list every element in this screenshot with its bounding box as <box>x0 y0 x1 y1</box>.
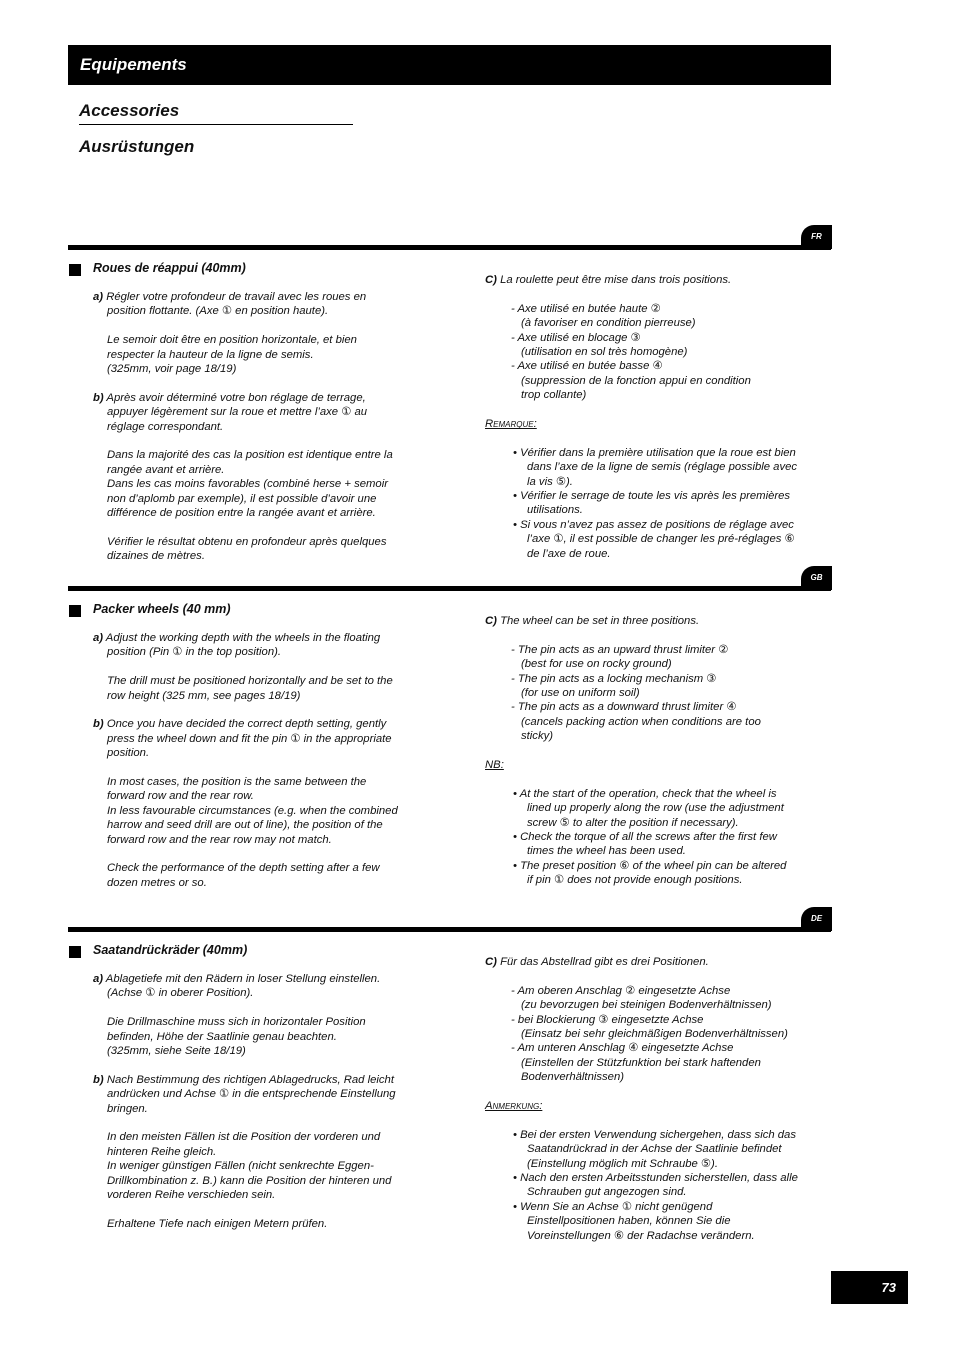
position-text: Axe utilisé en blocage ③ <box>517 331 641 344</box>
page-number: 73 <box>831 1271 908 1304</box>
spacer <box>93 1001 423 1015</box>
right-column <box>485 614 820 888</box>
paragraph-text: Après avoir déterminé votre bon réglage de terrage, <box>106 391 366 404</box>
paragraph-line: Dans la majorité des cas la position est identique entre la <box>107 449 393 462</box>
paragraph-line: réglage correspondant. <box>107 420 224 433</box>
bullet-text: Bei der ersten Verwendung sichergehen, dass sich das <box>520 1128 796 1141</box>
position-item: - Am unteren Anschlag ④ eingesetzte Achse <box>511 1042 734 1055</box>
bullet-text: The preset position ⑥ of the wheel pin can be altered <box>520 859 787 872</box>
language-tab: DE <box>801 907 832 931</box>
section-rule <box>68 245 831 250</box>
paragraph-line: non d’aplomb par exemple), il est possible d’avoir une <box>107 492 377 505</box>
spacer <box>485 1085 820 1099</box>
bullet-text: Nach den ersten Arbeitsstunden sicherstellen, dass alle <box>520 1172 798 1185</box>
paragraph-text: Régler votre profondeur de travail avec les roues en <box>106 291 367 303</box>
paragraph-line: befinden, Höhe der Saatlinie genau beachten. <box>107 1030 337 1043</box>
section-marker <box>69 605 81 617</box>
bullet-item: • The preset position ⑥ of the wheel pin can be altered <box>513 859 787 872</box>
spacer <box>93 660 423 674</box>
bullet-line: times the wheel has been used. <box>527 845 686 858</box>
paragraph-line: différence de position entre la rangée avant et arrière. <box>107 507 376 520</box>
position-text: The pin acts as a downward thrust limiter ④ <box>517 701 737 714</box>
paragraph-text: La roulette peut être mise dans trois positions. <box>500 274 732 286</box>
paragraph-first-line <box>93 717 423 731</box>
bullet-line: l’axe ①, il est possible de changer les pré-réglages ⑥ <box>527 533 795 546</box>
position-item: - The pin acts as a locking mechanism ③ <box>511 672 717 685</box>
subtitle-ausruestungen: Ausrüstungen <box>79 137 195 156</box>
position-item: - Axe utilisé en blocage ③ <box>511 331 641 344</box>
spacer <box>93 319 423 333</box>
paragraph-line: Vérifier le résultat obtenu en profondeur après quelques <box>107 535 387 548</box>
bullet-line: screw ⑤ to alter the position if necessary). <box>527 816 739 829</box>
section-heading: Packer wheels (40 mm) <box>93 602 231 616</box>
section-heading: Saatandrückräder (40mm) <box>93 943 248 957</box>
paragraph-line: vorderen Reihe verschieden sein. <box>107 1189 276 1202</box>
note-bullets <box>485 1128 820 1243</box>
paragraph-line: position. <box>107 747 150 760</box>
position-detail: (cancels packing action when conditions are too <box>521 715 761 728</box>
paragraph-b <box>93 717 423 890</box>
bullet-item: • Vérifier le serrage de toute les vis après les premières <box>513 490 791 503</box>
paragraph-text: Für das Abstellrad gibt es drei Positionen. <box>500 956 709 968</box>
paragraph-first-line <box>93 972 423 986</box>
bullet-text: Check the torque of all the screws after the first few <box>520 831 777 844</box>
position-text: bei Blockierung ③ eingesetzte Achse <box>517 1013 704 1026</box>
position-list <box>485 984 820 1085</box>
paragraph-text: Nach Bestimmung des richtigen Ablagedrucks, Rad leicht <box>106 1073 394 1086</box>
paragraph-line: The drill must be positioned horizontally and be set to the <box>107 675 393 688</box>
paragraph-line: Die Drillmaschine muss sich in horizontaler Position <box>107 1016 366 1029</box>
note-bullets <box>485 787 820 888</box>
spacer <box>485 431 820 445</box>
paragraph-line: (325mm, voir page 18/19) <box>107 363 237 376</box>
spacer <box>93 1116 423 1130</box>
paragraph-line: In den meisten Fällen ist die Position der vorderen und <box>107 1131 381 1144</box>
spacer <box>93 1058 423 1072</box>
subtitle-accessories: Accessories <box>79 101 180 120</box>
spacer <box>93 847 423 861</box>
paragraph-label: C) <box>485 615 497 627</box>
paragraph-line: Le semoir doit être en position horizontale, et bien <box>107 334 357 347</box>
bullet-text: Wenn Sie an Achse ① nicht genügend <box>520 1200 713 1213</box>
position-text: Axe utilisé en butée basse ④ <box>517 360 663 373</box>
paragraph-b <box>93 391 423 564</box>
paragraph-line: position (Pin ① in the top position). <box>107 646 282 659</box>
position-item: - bei Blockierung ③ eingesetzte Achse <box>511 1013 704 1026</box>
bullet-line: utilisations. <box>527 504 583 517</box>
paragraph-line: rangée avant et arrière. <box>107 463 225 476</box>
spacer <box>485 1113 820 1127</box>
paragraph-line: press the wheel down and fit the pin ① in the appropriate <box>107 732 392 745</box>
section-rule <box>68 927 831 932</box>
paragraph-line: respecter la hauteur de la ligne de semis. <box>107 348 314 361</box>
position-text: The pin acts as an upward thrust limiter ② <box>517 643 729 656</box>
bullet-line: Schrauben gut angezogen sind. <box>527 1186 687 1199</box>
spacer <box>485 403 820 417</box>
paragraph-line: forward row and the rear row. <box>107 790 254 803</box>
bullet-item: • Wenn Sie an Achse ① nicht genügend <box>513 1200 713 1213</box>
spacer <box>485 287 820 301</box>
position-detail: (Einsatz bei sehr gleichmäßigen Bodenverhältnissen) <box>521 1028 788 1041</box>
note-bullets <box>485 446 820 561</box>
spacer <box>93 703 423 717</box>
paragraph-label: a) <box>93 291 104 303</box>
position-item: - The pin acts as an upward thrust limiter ② <box>511 643 729 656</box>
paragraph-label: a) <box>93 973 104 985</box>
spacer <box>93 761 423 775</box>
position-detail: (zu bevorzugen bei steinigen Bodenverhältnissen) <box>521 999 772 1012</box>
paragraph-line: dizaines de mètres. <box>107 550 205 563</box>
spacer <box>485 969 820 983</box>
bullet-item: • Si vous n’avez pas assez de positions de réglage avec <box>513 518 794 531</box>
bullet-text: Vérifier dans la première utilisation que la roue est bien <box>520 446 796 459</box>
paragraph-text: Once you have decided the correct depth setting, gently <box>106 718 387 731</box>
spacer <box>485 744 820 758</box>
position-list <box>485 643 820 744</box>
bullet-item: • Bei der ersten Verwendung sichergehen, dass sich das <box>513 1128 796 1141</box>
subtitle-divider <box>79 124 353 125</box>
position-detail: sticky) <box>521 730 554 743</box>
paragraph-line: hinteren Reihe gleich. <box>107 1145 217 1158</box>
position-text: The pin acts as a locking mechanism ③ <box>517 672 717 685</box>
note-label: Remarque: <box>485 418 537 431</box>
paragraph-first-line <box>93 1073 423 1087</box>
position-detail: (suppression de la fonction appui en condition <box>521 374 751 387</box>
position-detail: (Einstellen der Stützfunktion bei stark haftenden <box>521 1056 761 1069</box>
position-text: Axe utilisé en butée haute ② <box>517 302 661 315</box>
paragraph-line: harrow and seed drill are out of line), the position of the <box>107 819 383 832</box>
spacer <box>485 772 820 786</box>
paragraph-first-line <box>93 631 423 645</box>
position-text: Am unteren Anschlag ④ eingesetzte Achse <box>517 1042 734 1055</box>
section-heading: Roues de réappui (40mm) <box>93 261 246 275</box>
bullet-line: de l’axe de roue. <box>527 547 611 560</box>
paragraph-line: position flottante. (Axe ① en position haute). <box>107 305 329 318</box>
language-tab: GB <box>801 566 832 590</box>
paragraph-c <box>485 273 820 287</box>
section-marker <box>69 946 81 958</box>
right-column <box>485 273 820 561</box>
paragraph-b <box>93 1073 423 1231</box>
position-detail: (à favoriser en condition pierreuse) <box>521 317 696 330</box>
paragraph-label: b) <box>93 718 104 731</box>
language-tab: FR <box>801 225 832 249</box>
position-item: - The pin acts as a downward thrust limiter ④ <box>511 701 737 714</box>
spacer <box>93 520 423 534</box>
left-column <box>93 972 423 1231</box>
position-item: - Am oberen Anschlag ② eingesetzte Achse <box>511 984 731 997</box>
position-item: - Axe utilisé en butée basse ④ <box>511 360 663 373</box>
bullet-line: if pin ① does not provide enough positions. <box>527 874 743 887</box>
paragraph-text: Adjust the working depth with the wheels in the floating <box>105 632 381 644</box>
paragraph-line: Dans les cas moins favorables (combiné herse + semoir <box>107 478 388 491</box>
paragraph-line: row height (325 mm, see pages 18/19) <box>107 689 301 702</box>
position-list <box>485 302 820 403</box>
paragraph-line: In most cases, the position is the same between the <box>107 776 367 789</box>
paragraph-a <box>93 631 423 703</box>
position-text: Am oberen Anschlag ② eingesetzte Achse <box>517 984 731 997</box>
paragraph-line: forward row and the rear row may not match. <box>107 833 332 846</box>
paragraph-a <box>93 972 423 1058</box>
spacer <box>485 628 820 642</box>
paragraph-first-line <box>93 391 423 405</box>
bullet-line: la vis ⑤). <box>527 475 573 488</box>
spacer <box>93 376 423 390</box>
bullet-line: Saatandrückrad in der Achse der Saatlinie befindet <box>527 1143 782 1156</box>
position-detail: trop collante) <box>521 389 587 402</box>
paragraph-line: dozen metres or so. <box>107 876 207 889</box>
paragraph-line: andrücken und Achse ① in die entsprechende Einstellung <box>107 1088 396 1101</box>
paragraph-line: Check the performance of the depth setting after a few <box>107 862 380 875</box>
section-rule <box>68 586 831 591</box>
paragraph-line: Drillkombination z. B.) kann die Position der hinteren und <box>107 1174 392 1187</box>
paragraph-c <box>485 955 820 969</box>
paragraph-label: b) <box>93 1073 104 1086</box>
paragraph-first-line <box>93 290 423 304</box>
bullet-line: Voreinstellungen ⑥ der Radachse verändern. <box>527 1229 755 1242</box>
bullet-line: Einstellpositionen haben, können Sie die <box>527 1215 731 1228</box>
paragraph-line: bringen. <box>107 1102 148 1115</box>
position-item: - Axe utilisé en butée haute ② <box>511 302 661 315</box>
paragraph-line: appuyer légèrement sur la roue et mettre l’axe ① au <box>107 406 368 419</box>
spacer <box>93 1202 423 1216</box>
paragraph-line: (Achse ① in oberer Position). <box>107 987 254 1000</box>
bullet-text: Vérifier le serrage de toute les vis après les premières <box>520 490 791 503</box>
note-label: NB: <box>485 759 504 772</box>
paragraph-line: In less favourable circumstances (e.g. when the combined <box>107 804 398 817</box>
position-detail: Bodenverhältnissen) <box>521 1071 624 1084</box>
position-detail: (for use on uniform soil) <box>521 687 640 700</box>
paragraph-a <box>93 290 423 376</box>
bullet-item: • Nach den ersten Arbeitsstunden sicherstellen, dass alle <box>513 1172 798 1185</box>
paragraph-label: b) <box>93 391 104 404</box>
page-title: Equipements <box>68 45 831 85</box>
bullet-line: dans l’axe de la ligne de semis (réglage possible avec <box>527 461 798 474</box>
spacer <box>93 434 423 448</box>
position-detail: (utilisation en sol très homogène) <box>521 346 688 359</box>
position-detail: (best for use on rocky ground) <box>521 658 672 671</box>
paragraph-label: C) <box>485 274 497 286</box>
paragraph-line: (325mm, siehe Seite 18/19) <box>107 1045 246 1058</box>
left-column <box>93 290 423 564</box>
paragraph-text: Ablagetiefe mit den Rädern in loser Stellung einstellen. <box>105 973 381 985</box>
paragraph-line: In weniger günstigen Fällen (nicht senkrechte Eggen- <box>107 1160 374 1173</box>
bullet-item: • Vérifier dans la première utilisation que la roue est bien <box>513 446 796 459</box>
paragraph-line: Erhaltene Tiefe nach einigen Metern prüfen. <box>107 1217 328 1230</box>
bullet-text: Si vous n’avez pas assez de positions de réglage avec <box>520 518 794 531</box>
left-column <box>93 631 423 890</box>
right-column <box>485 955 820 1243</box>
paragraph-label: a) <box>93 632 104 644</box>
bullet-item: • At the start of the operation, check that the wheel is <box>513 787 777 800</box>
bullet-line: lined up properly along the row (use the adjustment <box>527 802 784 815</box>
note-label: Anmerkung: <box>485 1100 543 1113</box>
bullet-text: At the start of the operation, check that the wheel is <box>519 787 777 800</box>
bullet-line: (Einstellung möglich mit Schraube ⑤). <box>527 1157 718 1170</box>
bullet-item: • Check the torque of all the screws after the first few <box>513 831 777 844</box>
paragraph-label: C) <box>485 956 497 968</box>
paragraph-c <box>485 614 820 628</box>
section-marker <box>69 264 81 276</box>
paragraph-text: The wheel can be set in three positions. <box>500 615 700 627</box>
